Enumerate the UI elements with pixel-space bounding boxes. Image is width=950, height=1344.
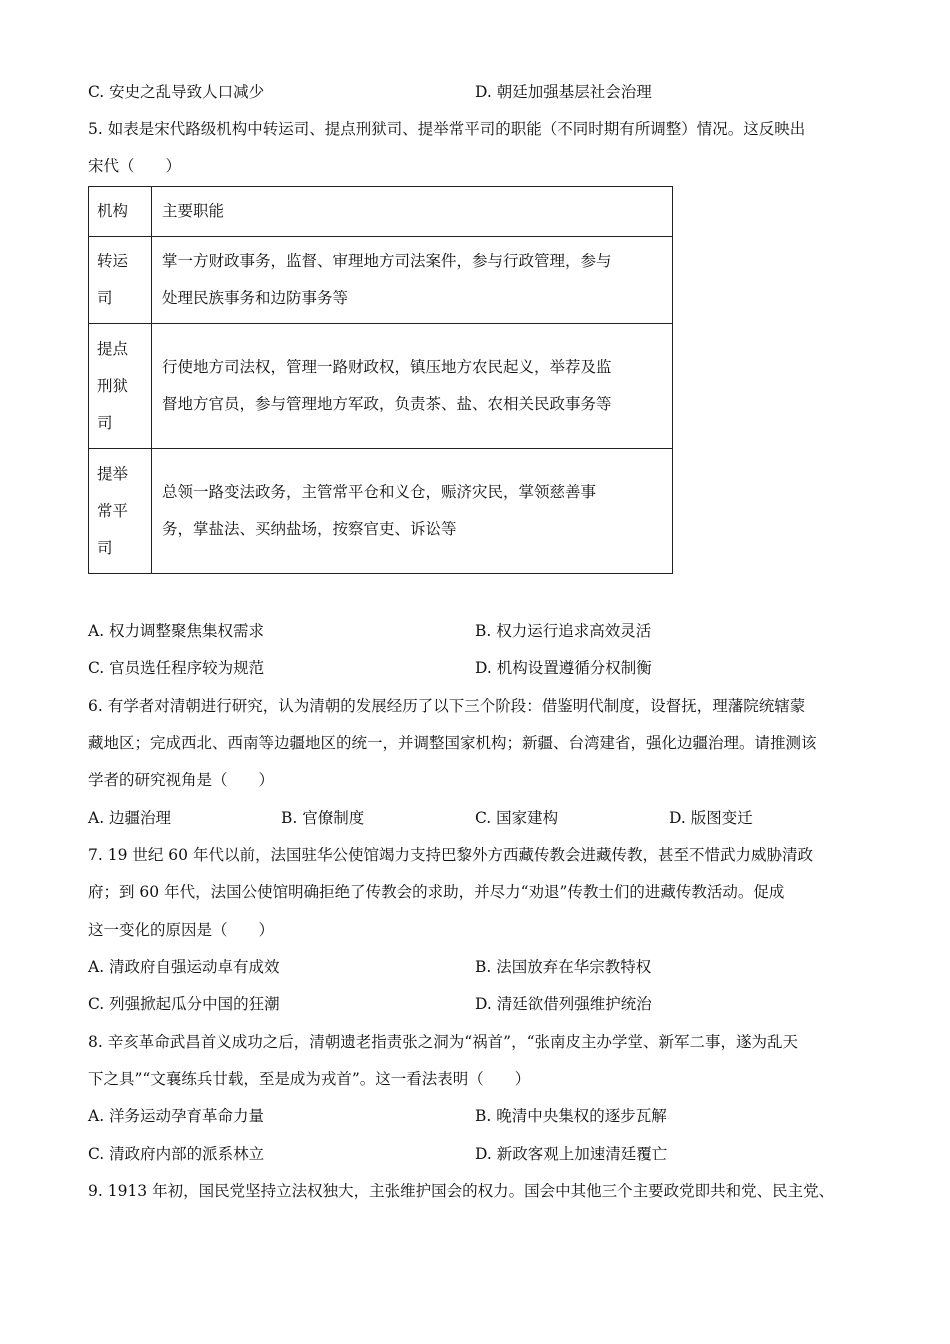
agency-name-line: 司	[97, 413, 113, 432]
q7-stem-line3: 这一变化的原因是（ ）	[88, 921, 275, 939]
q7-option-d: D. 清廷欲借列强维护统治	[475, 995, 652, 1013]
table-header-function: 主要职能	[152, 187, 673, 237]
function-line: 处理民族事务和边防事务等	[162, 289, 349, 307]
agency-name-cell	[89, 237, 152, 324]
agency-name-line: 司	[97, 289, 113, 307]
q7-stem-line1: 7. 19 世纪 60 年代以前，法国驻华公使馆竭力支持巴黎外方西藏传教会进藏传教，甚至不惜武力威胁清政	[88, 846, 813, 864]
q5-table	[88, 186, 673, 574]
agency-name-cell	[89, 449, 152, 574]
function-cell	[152, 237, 673, 324]
q5-stem-line2: 宋代（ ）	[88, 157, 182, 175]
agency-name-line: 转运	[97, 252, 129, 270]
agency-name-line: 常平	[97, 501, 129, 520]
q6-stem-line3: 学者的研究视角是（ ）	[88, 771, 275, 789]
q7-option-c: C. 列强掀起瓜分中国的狂潮	[88, 995, 280, 1013]
q5-option-b: B. 权力运行追求高效灵活	[475, 622, 652, 640]
q6-stem-line2: 藏地区；完成西北、西南等边疆地区的统一，并调整国家机构；新疆、台湾建省，强化边疆治理。请推测该	[88, 734, 817, 752]
q8-stem-line2: 下之具”“文襄练兵廿载，至是成为戎首”。这一看法表明（ ）	[88, 1070, 531, 1088]
q8-stem-line1: 8. 辛亥革命武昌首义成功之后，清朝遗老指责张之洞为“祸首”，“张南皮主办学堂、新军二事，遂为乱天	[88, 1033, 798, 1051]
agency-name-line: 提点	[97, 339, 129, 358]
function-line: 务，掌盐法、买纳盐场，按察官吏、诉讼等	[162, 520, 457, 538]
function-cell	[152, 324, 673, 449]
q8-option-a: A. 洋务运动孕育革命力量	[88, 1107, 265, 1125]
q6-option-c: C. 国家建构	[475, 809, 559, 827]
table-row	[89, 237, 673, 324]
agency-name-line: 司	[97, 538, 113, 557]
agency-name-line: 提举	[97, 464, 129, 483]
q6-stem-line1: 6. 有学者对清朝进行研究，认为清朝的发展经历了以下三个阶段：借鉴明代制度，设督抚，理藩院统辖蒙	[88, 697, 806, 715]
q5-option-a: A. 权力调整聚焦集权需求	[88, 622, 265, 640]
q5-stem-line1: 5. 如表是宋代路级机构中转运司、提点刑狱司、提举常平司的职能（不同时期有所调整）情况。这反映出	[88, 120, 806, 138]
q6-option-a: A. 边疆治理	[88, 809, 172, 827]
function-line: 行使地方司法权，管理一路财政权，镇压地方农民起义，举荐及监	[162, 358, 612, 376]
q7-option-b: B. 法国放弃在华宗教特权	[475, 958, 652, 976]
q8-option-b: B. 晚清中央集权的逐步瓦解	[475, 1107, 667, 1125]
q7-option-a: A. 清政府自强运动卓有成效	[88, 958, 280, 976]
q4-option-d: D. 朝廷加强基层社会治理	[475, 83, 652, 101]
table-row	[89, 324, 673, 449]
q5-option-c: C. 官员选任程序较为规范	[88, 659, 265, 677]
table-header-row	[89, 187, 673, 237]
q4-option-c: C. 安史之乱导致人口减少	[88, 83, 265, 101]
q6-option-d: D. 版图变迁	[669, 809, 753, 827]
agency-name-cell	[89, 324, 152, 449]
agency-name-line: 刑狱	[97, 376, 129, 395]
q6-option-b: B. 官僚制度	[281, 809, 365, 827]
q9-stem-line1: 9. 1913 年初，国民党坚持立法权独大，主张维护国会的权力。国会中其他三个主要政党即共和党、民主党、	[88, 1182, 835, 1200]
q5-option-d: D. 机构设置遵循分权制衡	[475, 659, 652, 677]
function-cell	[152, 449, 673, 574]
q8-option-c: C. 清政府内部的派系林立	[88, 1145, 265, 1163]
q8-option-d: D. 新政客观上加速清廷覆亡	[475, 1145, 668, 1163]
table-row	[89, 449, 673, 574]
table-header-agency: 机构	[89, 187, 152, 237]
q7-stem-line2: 府；到 60 年代，法国公使馆明确拒绝了传教会的求助，并尽力“劝退”传教士们的进藏传教活动。促成	[88, 883, 785, 901]
function-line: 总领一路变法政务，主管常平仓和义仓，赈济灾民，掌领慈善事	[162, 483, 597, 501]
function-line: 掌一方财政事务，监督、审理地方司法案件，参与行政管理，参与	[162, 252, 612, 270]
function-line: 督地方官员，参与管理地方军政，负责茶、盐、农相关民政事务等	[162, 395, 612, 413]
